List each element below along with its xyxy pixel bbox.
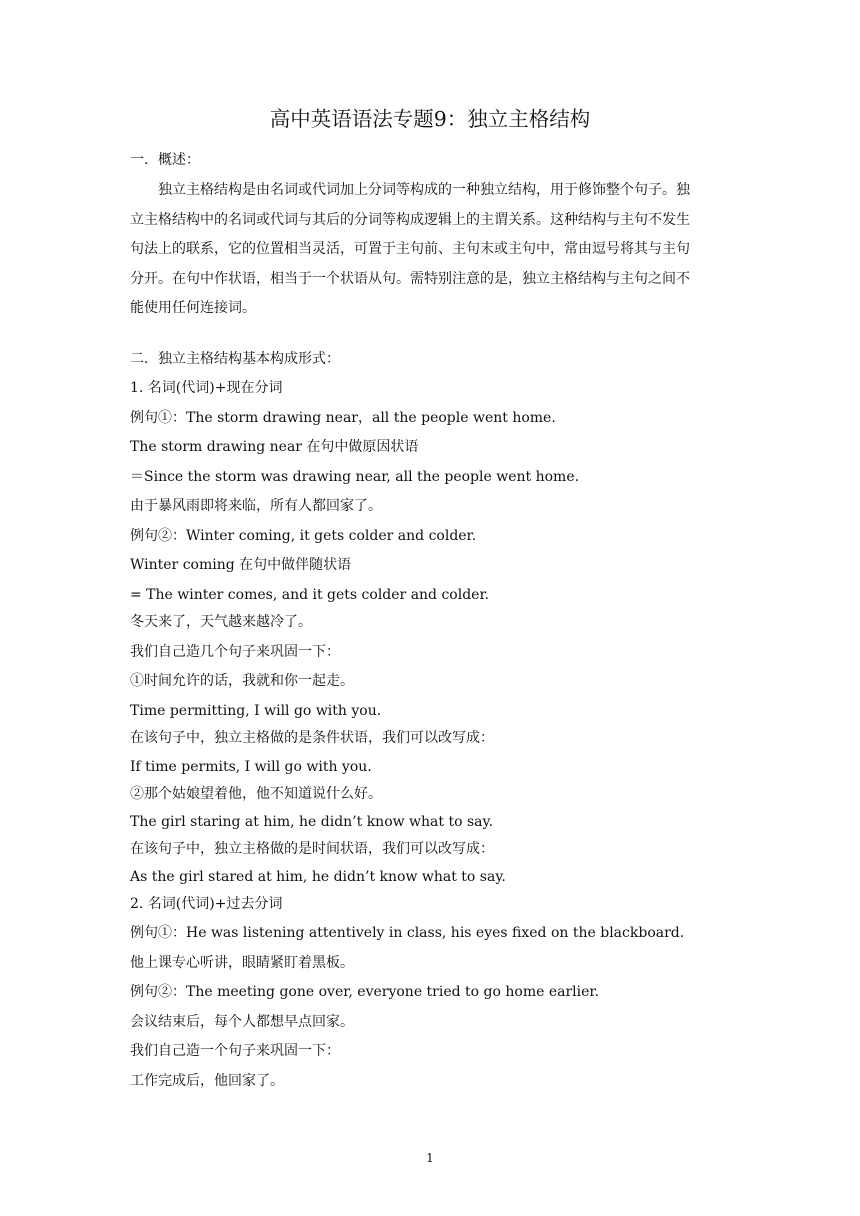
- intro-line: 句法上的联系，它的位置相当灵活，可置于主句前、主句末或主句中，常由逗号将其与主句: [130, 241, 690, 257]
- section-heading-overview: 一．概述：: [130, 152, 200, 168]
- example-line: 他上课专心听讲，眼睛紧盯着黑板。: [130, 955, 354, 971]
- page-number: 1: [426, 1151, 434, 1165]
- example-line: Time permitting, I will go with you.: [130, 703, 382, 719]
- example-line: ＝Since the storm was drawing near, all the people went home.: [130, 469, 580, 485]
- example-line: 例句①：He was listening attentively in class, his eyes fixed on the blackboard.: [130, 925, 685, 941]
- practice-intro: 我们自己造几个句子来巩固一下：: [130, 644, 340, 660]
- example-line: = The winter comes, and it gets colder and colder.: [130, 587, 490, 603]
- example-line: 例句②：Winter coming, it gets colder and colder.: [130, 528, 477, 544]
- example-line: 例句②：The meeting gone over, everyone tried to go home earlier.: [130, 984, 600, 1000]
- practice-intro: 我们自己造一个句子来巩固一下：: [130, 1043, 340, 1059]
- section-heading-forms: 二．独立主格结构基本构成形式：: [130, 351, 340, 367]
- example-line: 会议结束后，每个人都想早点回家。: [130, 1014, 354, 1030]
- example-line: 在该句子中，独立主格做的是时间状语，我们可以改写成：: [130, 841, 494, 857]
- intro-line: 能使用任何连接词。: [130, 300, 256, 316]
- example-line: 冬天来了，天气越来越冷了。: [130, 614, 312, 630]
- subheading-present-participle: 1. 名词(代词)+现在分词: [130, 380, 283, 396]
- intro-line: 独立主格结构是由名词或代词加上分词等构成的一种独立结构，用于修饰整个句子。独: [158, 182, 690, 198]
- intro-paragraph: [130, 176, 730, 324]
- example-line: ①时间允许的话，我就和你一起走。: [130, 673, 354, 689]
- subheading-past-participle: 2. 名词(代词)+过去分词: [130, 896, 283, 912]
- example-line: 例句①：The storm drawing near，all the people went home.: [130, 410, 556, 426]
- example-line: 工作完成后，他回家了。: [130, 1073, 284, 1089]
- document-title: 高中英语语法专题9：独立主格结构: [269, 107, 591, 131]
- example-line: 在该句子中，独立主格做的是条件状语，我们可以改写成：: [130, 730, 494, 746]
- example-line: As the girl stared at him, he didn’t know what to say.: [130, 869, 506, 885]
- intro-line: 立主格结构中的名词或代词与其后的分词等构成逻辑上的主谓关系。这种结构与主句不发生: [130, 211, 690, 228]
- intro-line: 分开。在句中作状语，相当于一个状语从句。需特别注意的是，独立主格结构与主句之间不: [130, 270, 690, 287]
- example-line: The storm drawing near 在句中做原因状语: [130, 439, 419, 455]
- example-line: ②那个姑娘望着他，他不知道说什么好。: [130, 786, 382, 802]
- example-line: Winter coming 在句中做伴随状语: [130, 557, 352, 573]
- example-line: 由于暴风雨即将来临，所有人都回家了。: [130, 498, 382, 514]
- example-line: The girl staring at him, he didn’t know what to say.: [130, 814, 494, 830]
- example-line: If time permits, I will go with you.: [130, 759, 372, 775]
